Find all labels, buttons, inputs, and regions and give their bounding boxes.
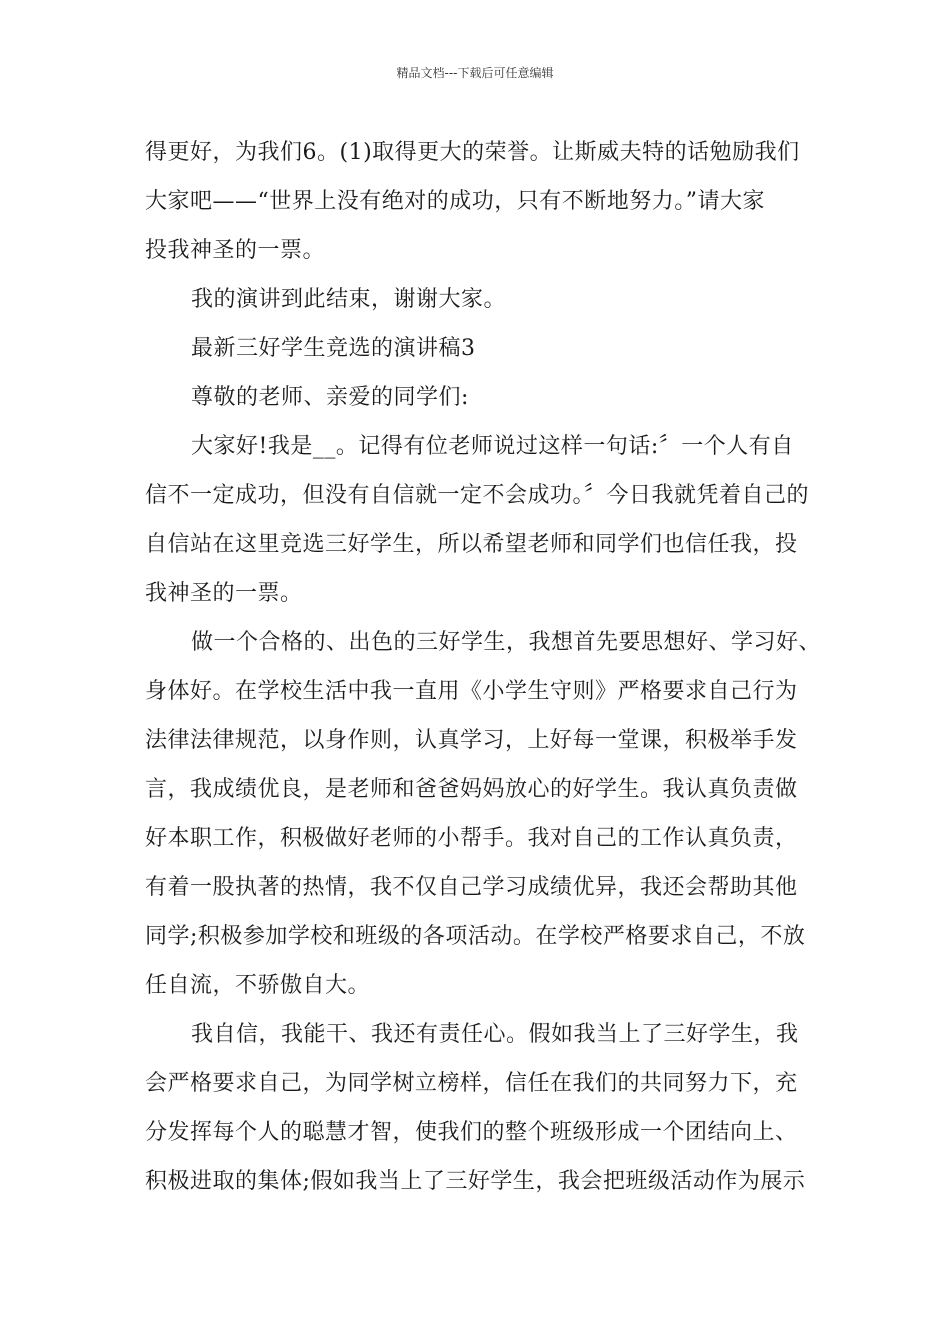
paragraph: [145, 618, 825, 1010]
paragraph: [145, 422, 825, 618]
text-line: 有着一股执著的热情，我不仅自己学习成绩优异，我还会帮助其他: [145, 875, 798, 900]
text-line: 法律法律规范，以身作则，认真学习，上好每一堂课，积极举手发: [145, 728, 798, 753]
text-line: 大家吧——“世界上没有绝对的成功，只有不断地努力。”请大家: [145, 189, 765, 214]
document-body: [145, 128, 825, 1206]
text-line: 信不一定成功，但没有自信就一定不会成功。〞今日我就凭着自己的: [145, 483, 810, 508]
section-title: [145, 324, 825, 373]
paragraph: [145, 275, 825, 324]
text-line: 做一个合格的、出色的三好学生，我想首先要思想好、学习好、: [191, 630, 822, 655]
text-line: 最新三好学生竞选的演讲稿3: [191, 336, 476, 361]
text-line: 我自信，我能干、我还有责任心。假如我当上了三好学生，我: [191, 1022, 799, 1047]
text-line: 得更好，为我们6。(1)取得更大的荣誉。让斯威夫特的话勉励我们: [145, 140, 800, 165]
paragraph: [145, 128, 825, 275]
text-line: 同学;积极参加学校和班级的各项活动。在学校严格要求自己，不放: [145, 924, 806, 949]
text-line: 积极进取的集体;假如我当上了三好学生，我会把班级活动作为展示: [145, 1169, 806, 1194]
paragraph: [145, 1010, 825, 1206]
text-line: 好本职工作，积极做好老师的小帮手。我对自己的工作认真负责，: [145, 826, 798, 851]
text-line: 身体好。在学校生活中我一直用《小学生守则》严格要求自己行为: [145, 679, 798, 704]
page-header: 精品文档---下载后可任意编辑: [396, 66, 554, 80]
text-line: 会严格要求自己，为同学树立榜样，信任在我们的共同努力下，充: [145, 1071, 798, 1096]
text-line: 分发挥每个人的聪慧才智，使我们的整个班级形成一个团结向上、: [145, 1120, 798, 1145]
text-line: 大家好!我是__。记得有位老师说过这样一句话:〞一个人有自: [191, 434, 794, 459]
text-line: 我的演讲到此结束，谢谢大家。: [191, 287, 507, 312]
text-line: 任自流，不骄傲自大。: [145, 973, 371, 998]
text-line: 我神圣的一票。: [145, 581, 303, 606]
text-line: 自信站在这里竞选三好学生，所以希望老师和同学们也信任我，投: [145, 532, 798, 557]
text-line: 言，我成绩优良，是老师和爸爸妈妈放心的好学生。我认真负责做: [145, 777, 798, 802]
text-line: 投我神圣的一票。: [145, 238, 326, 263]
salutation: [145, 373, 825, 422]
text-line: 尊敬的老师、亲爱的同学们:: [191, 385, 469, 410]
